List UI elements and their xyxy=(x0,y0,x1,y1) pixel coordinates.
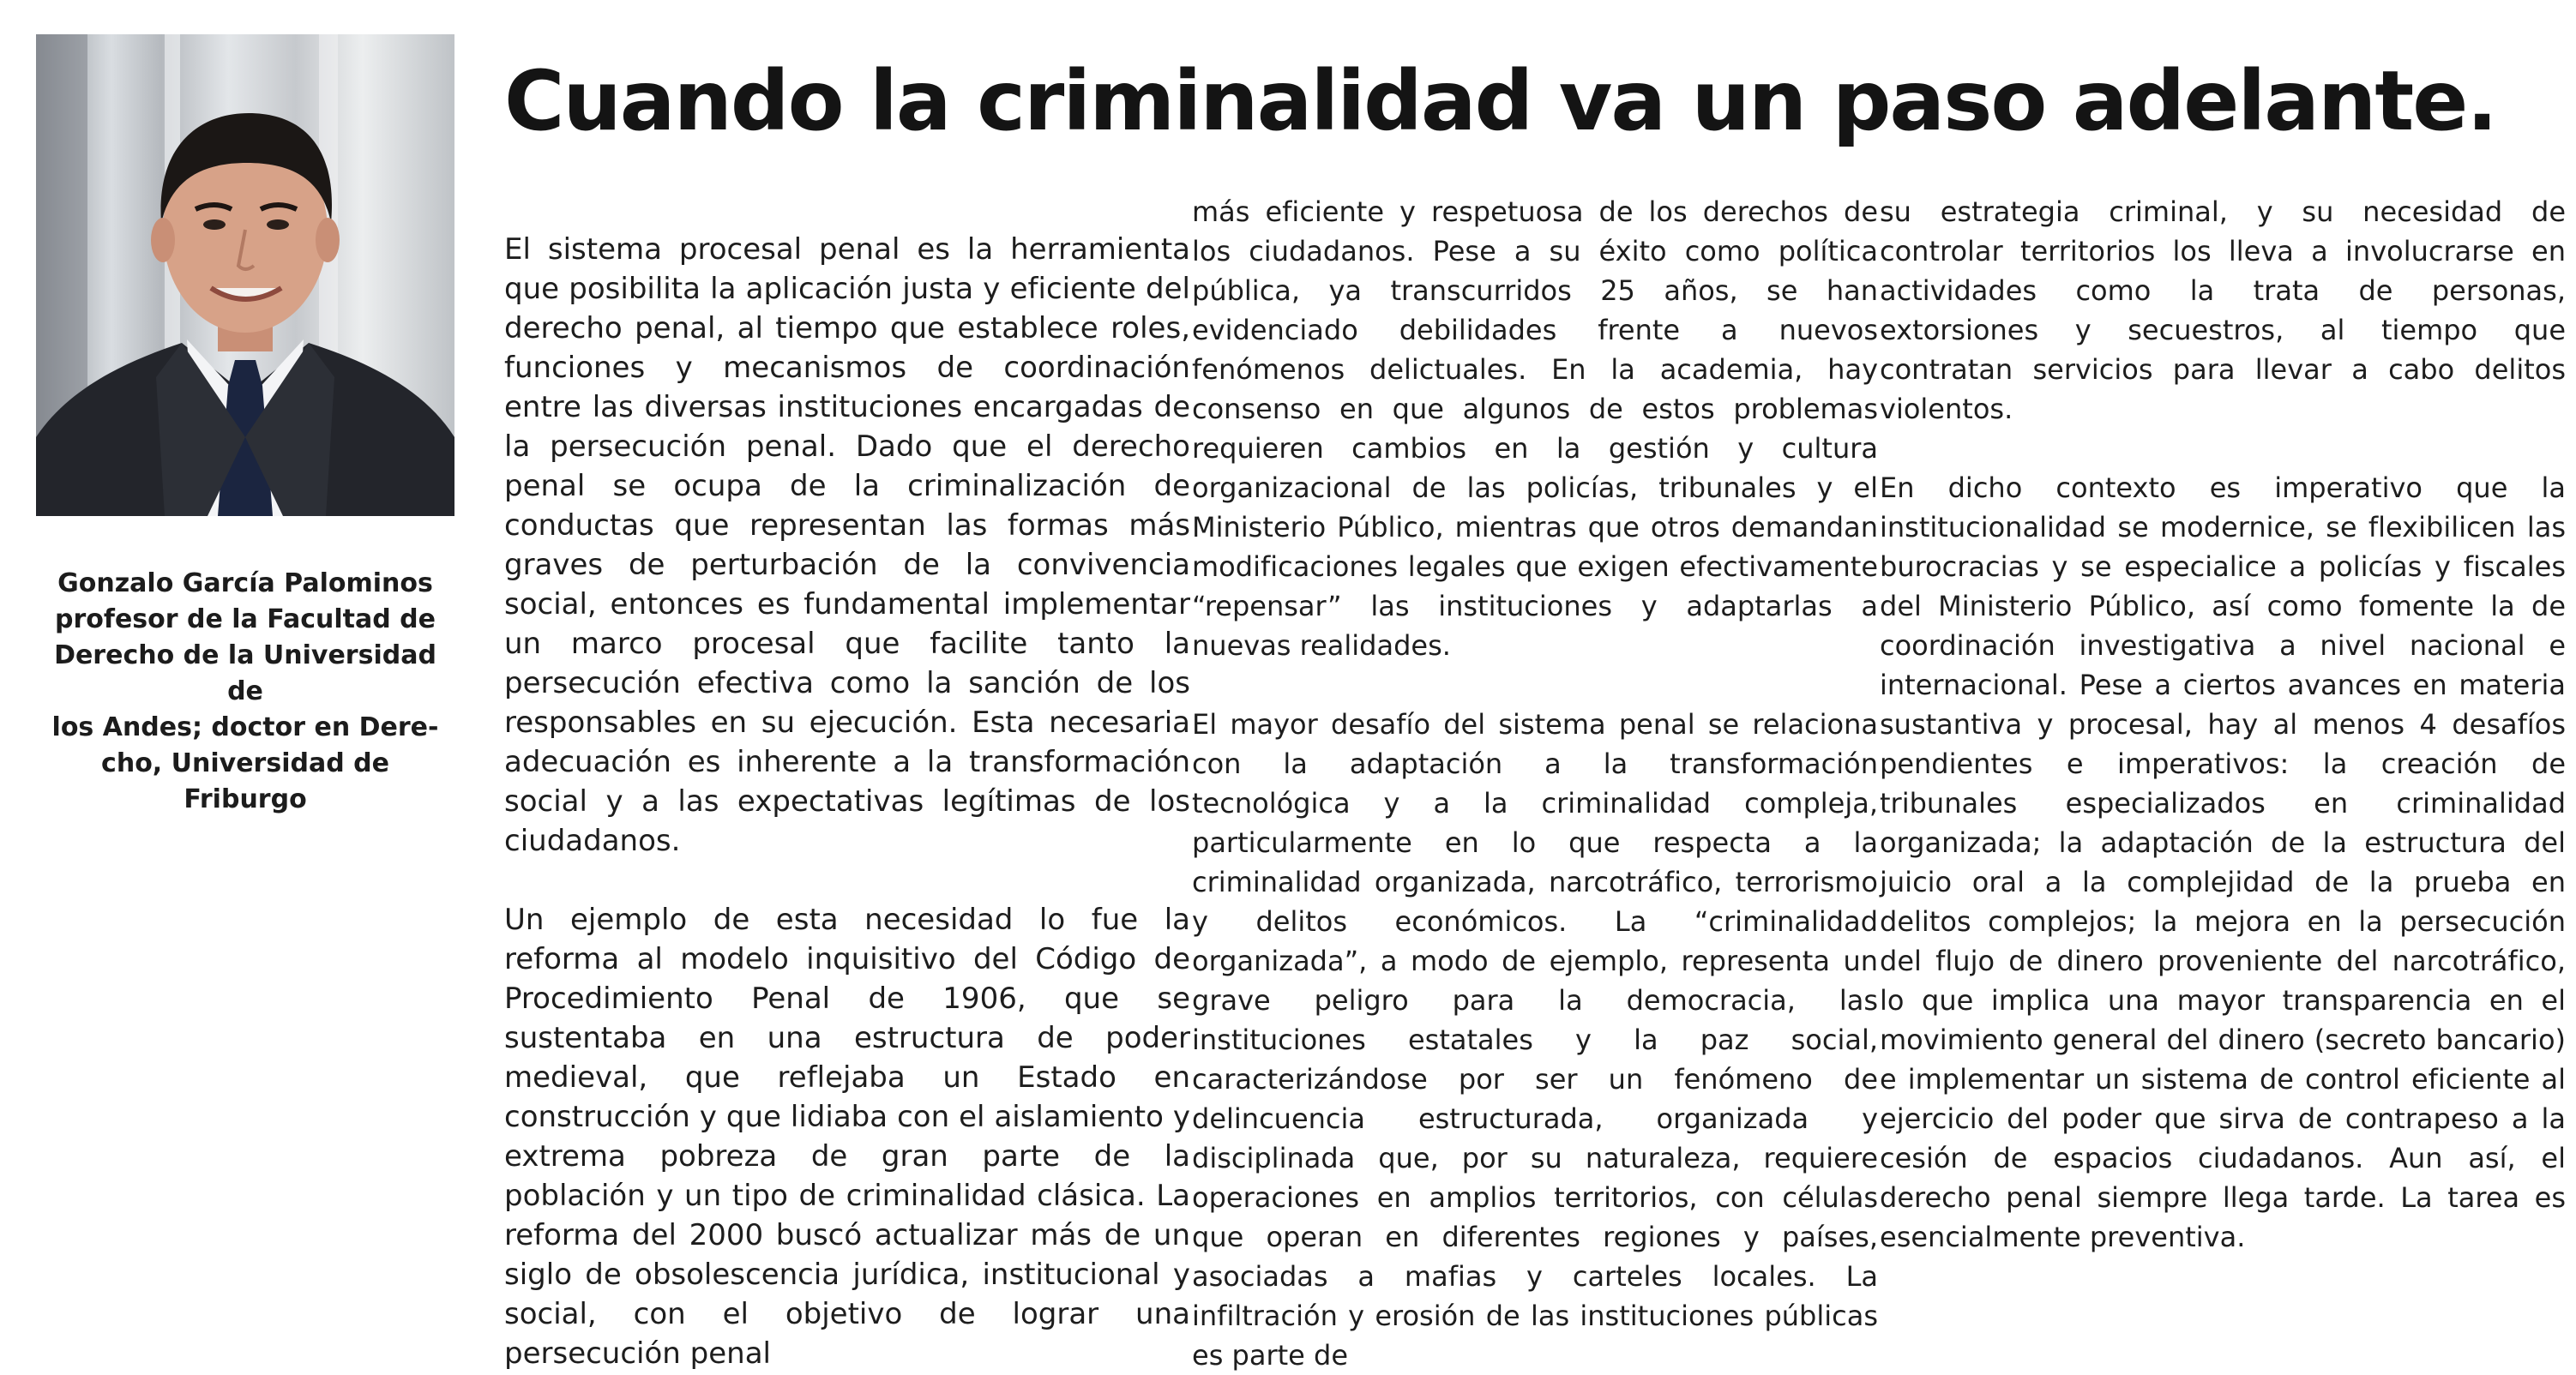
paragraph: más eficiente y respetuosa de los derechos de los ciudadanos. Pese a su éxito como política pública, ya transcurridos 25 años, se han evidenciado debilidades frente a nuevos fenómenos delictuales. En la academia, hay consenso en que algunos de estos problemas requieren cambios en la gestión y cultura organizacional de las policías, tribunales y el Ministerio Público, mientras que otros demandan modificaciones legales que exigen efectivamente “repensar” las instituciones y adaptarlas a nuevas realidades. xyxy=(1192,195,1878,662)
article-headline: Cuando la criminalidad va un paso adelante. xyxy=(504,53,2496,149)
paragraph: El sistema procesal penal es la herramienta que posibilita la aplicación justa y eficiente del derecho penal, al tiempo que establece roles, funciones y mecanismos de coordinación entre las diversas instituciones encargadas de la persecución penal. Dado que el derecho penal se ocupa de la criminalización de conductas que representan las formas más graves de perturbación de la convivencia social, entonces es fundamental implementar un marco procesal que facilite tanto la persecución efectiva como la sanción de los responsables en su ejecución. Esta necesaria adecuación es inherente a la transformación social y a las expectativas legítimas de los ciudadanos. xyxy=(504,232,1190,858)
author-photo xyxy=(36,34,454,516)
paragraph: su estrategia criminal, y su necesidad de controlar territorios los lleva a involucrarse en actividades como la trata de personas, extorsiones y secuestros, al tiempo que contratan servicios para llevar a cabo delitos violentos. xyxy=(1880,195,2566,425)
paragraph: El mayor desafío del sistema penal se relaciona con la adaptación a la transformación tecnológica y a la criminalidad compleja, particularmente en lo que respecta a la criminalidad organizada, narcotráfico, terrorismo y delitos económicos. La “criminalidad organizada”, a modo de ejemplo, representa un grave peligro para la democracia, las instituciones estatales y la paz social, caracterizándose por ser un fenómeno de delincuencia estructurada, organizada y disciplinada que, por su naturaleza, requiere operaciones en amplios territorios, con células que operan en diferentes regiones y países, asociadas a mafias y carteles locales. La infiltración y erosión de las instituciones públicas es parte de xyxy=(1192,708,1878,1372)
author-credential-line: Derecho de la Universidad de xyxy=(54,640,436,706)
article-column-3 xyxy=(1880,192,2566,1257)
author-credential-line: cho, Universidad de Friburgo xyxy=(101,748,389,814)
paragraph: En dicho contexto es imperativo que la institucionalidad se modernice, se flexibilicen las burocracias y se especialice a policías y fiscales del Ministerio Público, así como fomente la de coordinación investigativa a nivel nacional e internacional. Pese a ciertos avances en materia sustantiva y procesal, hay al menos 4 desafíos pendientes e imperativos: la creación de tribunales especializados en criminalidad organizada; la adaptación de la estructura del juicio oral a la complejidad de la prueba en delitos complejos; la mejora en la persecución del flujo de dinero proveniente del narcotráfico, lo que implica una mayor transparencia en el movimiento general del dinero (secreto bancario) e implementar un sistema de control eficiente al ejercicio del poder que sirva de contrapeso a la cesión de espacios ciudadanos. Aun así, el derecho penal siempre llega tarde. La tarea es esencialmente preventiva. xyxy=(1880,471,2566,1253)
paragraph: Un ejemplo de esta necesidad lo fue la reforma al modelo inquisitivo del Código de Procedimiento Penal de 1906, que se sustentaba en una estructura de poder medieval, que reflejaba un Estado en construcción y que lidiaba con el aislamiento y extrema pobreza de gran parte de la población y un tipo de criminalidad clásica. La reforma del 2000 buscó actualizar más de un siglo de obsolescencia jurídica, institucional y social, con el objetivo de lograr una persecución penal xyxy=(504,903,1190,1371)
article-column-1 xyxy=(504,230,1190,1373)
author-portrait-image xyxy=(36,34,454,516)
author-name: Gonzalo García Palominos xyxy=(57,568,433,598)
author-credential-line: profesor de la Facultad de xyxy=(55,604,436,634)
article-column-2 xyxy=(1192,192,1878,1375)
author-credential-line: los Andes; doctor en Dere- xyxy=(51,712,439,742)
author-caption xyxy=(36,566,454,818)
